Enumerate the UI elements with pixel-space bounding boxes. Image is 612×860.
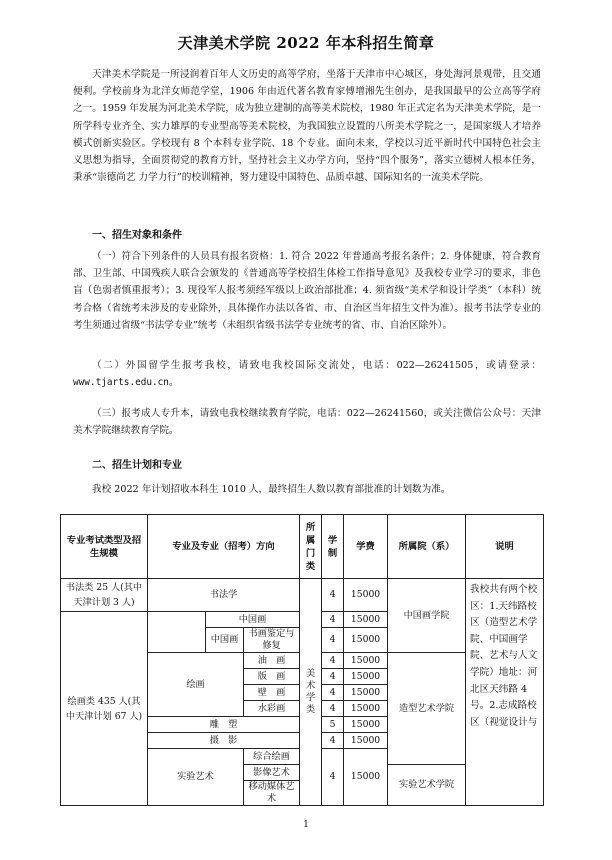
campus-note-cell: 我校共有两个校区：1.天纬路校区（造型艺术学院、中国画学院、艺术与人文学院）地址：河北区天纬路 4 号。2.志成路校区（视觉设计与 — [466, 579, 544, 806]
section-1-heading: 一、招生对象和条件 — [92, 230, 182, 241]
years-cell: 4 — [322, 579, 344, 612]
photography-major-cell: 摄 影 — [148, 733, 300, 749]
document-title: 天津美术学院 2022 年本科招生简章 — [177, 34, 435, 52]
header-note: 说明 — [466, 515, 544, 579]
years-cell: 4 — [322, 685, 344, 701]
fee-cell: 15000 — [344, 628, 388, 653]
years-cell: 4 — [322, 653, 344, 669]
painting-major-cell: 绘画 — [148, 653, 244, 717]
fee-cell: 15000 — [344, 653, 388, 669]
years-cell: 4 — [322, 701, 344, 717]
years-cell: 4 — [322, 669, 344, 685]
fee-cell: 15000 — [344, 701, 388, 717]
fee-cell: 15000 — [344, 717, 388, 733]
experimental-direction-cell: 移动媒体艺术 — [244, 781, 300, 806]
sculpture-major-cell: 雕 塑 — [148, 717, 300, 733]
international-students-text: （二）外国留学生报考我校，请致电我校国际交流处，电话：022—26241505，或请登录： — [92, 360, 541, 371]
header-college: 所属院（系） — [388, 515, 466, 579]
header-years: 学制 — [322, 515, 344, 579]
painting-appraisal-cell: 书画鉴定与修复 — [244, 628, 300, 653]
enrollment-plan-paragraph: 我校 2022 年计划招收本科生 1010 人，最终招生人数以教育部批准的计划数为准。 — [92, 484, 451, 495]
page-number: 1 — [303, 820, 309, 830]
experimental-direction-cell: 综合绘画 — [244, 749, 300, 765]
chinese-painting-major-cell: 中国画 — [206, 612, 300, 628]
fee-cell: 15000 — [344, 749, 388, 806]
header-category: 所属门类 — [300, 515, 322, 579]
adult-education-paragraph: （三）报考成人专升本，请致电我校继续教育学院，电话：022—26241560，或关注微信公众号：天津美术学院继续教育学院。 — [73, 408, 541, 437]
chinese-painting-label-cell — [148, 612, 206, 653]
experimental-direction-cell: 影像艺术 — [244, 765, 300, 781]
painting-type-cell: 绘画类 435 人(其中天津计划 67 人) — [61, 612, 148, 806]
header-exam-type: 专业考试类型及招生规模 — [61, 515, 148, 579]
college-cell: 中国画学院 — [388, 579, 466, 653]
section-2-heading: 二、招生计划和专业 — [92, 460, 182, 471]
fee-cell: 15000 — [344, 669, 388, 685]
college-cell: 造型艺术学院 — [388, 653, 466, 765]
experimental-art-major-cell: 实验艺术 — [148, 749, 244, 806]
table-header-row — [61, 515, 544, 579]
calligraphy-major-cell: 书法学 — [148, 579, 300, 612]
years-cell: 5 — [322, 717, 344, 733]
years-cell: 4 — [322, 628, 344, 653]
college-cell: 实验艺术学院 — [388, 765, 466, 806]
years-cell: 4 — [322, 733, 344, 749]
fee-cell: 15000 — [344, 579, 388, 612]
table-row — [61, 579, 544, 612]
calligraphy-type-cell: 书法类 25 人(其中天津计划 3 人) — [61, 579, 148, 612]
header-major: 专业及专业（招考）方向 — [148, 515, 300, 579]
header-fee: 学费 — [344, 515, 388, 579]
fee-cell: 15000 — [344, 685, 388, 701]
fee-cell: 15000 — [344, 733, 388, 749]
intro-paragraph: 天津美术学院是一所浸润着百年人文历史的高等学府，坐落于天津市中心城区，身处海河景观带，且交通便利。学校前身为北洋女师范学堂，1906 年由近代著名教育家傅增湘先生创办，是我国最早的公立高等学府之一。1959 年发展为河北美术学院，成为独立建制的高等美术院校，1980 年正式定名为天津美术学院，是一所学科专业齐全、实力雄厚的专业型高等美术院校，为我国独立设置的八所美术学院之一，是国家级人才培养模式创新实验区。学校现有 8 个本科专业学院、18 个专业。面向未来，学校以习近平新时代中国特色社会主义思想为指导，全面贯彻党的教育方针，坚持社会主义办学方向，坚持“四个服务”，落实立德树人根本任务，秉承“崇德尚艺 力学力行”的校训精神，努力建设中国特色、品质卓越、国际知名的一流美术学院。 — [73, 69, 541, 184]
enrollment-plan-table — [60, 514, 544, 806]
fee-cell: 15000 — [344, 612, 388, 628]
chinese-painting-sub-cell: 中国画 — [206, 628, 244, 653]
eligibility-paragraph: （一）符合下列条件的人员具有报名资格：1. 符合 2022 年普通高考报名条件；2. 身体健康，符合教育部、卫生部、中国残疾人联合会颁发的《普通高等学校招生体检工作指导意见》及我校专业学习的要求，非色盲（色弱者慎重报考）；3. 现役军人报考须经军级以上政治部批准；4. 须省级“美术学和设计学类”（本科）统考合格（省统考未涉及的专业除外，具体操作办法以各省、市、自治区当年招生文件为准）。报考书法学专业的考生须通过省级“书法学专业”统考（未组织省级书法学专业统考的省、市、自治区除外）。 — [73, 251, 541, 331]
international-students-paragraph — [73, 357, 541, 391]
painting-direction-cell: 水彩画 — [244, 701, 300, 717]
painting-direction-cell: 壁 画 — [244, 685, 300, 701]
years-cell: 4 — [322, 612, 344, 628]
years-cell: 4 — [322, 749, 344, 806]
category-cell: 美术学类 — [300, 579, 322, 806]
website-link[interactable]: www.tjarts.edu.cn。 — [73, 377, 179, 389]
painting-direction-cell: 油 画 — [244, 653, 300, 669]
painting-direction-cell: 版 画 — [244, 669, 300, 685]
